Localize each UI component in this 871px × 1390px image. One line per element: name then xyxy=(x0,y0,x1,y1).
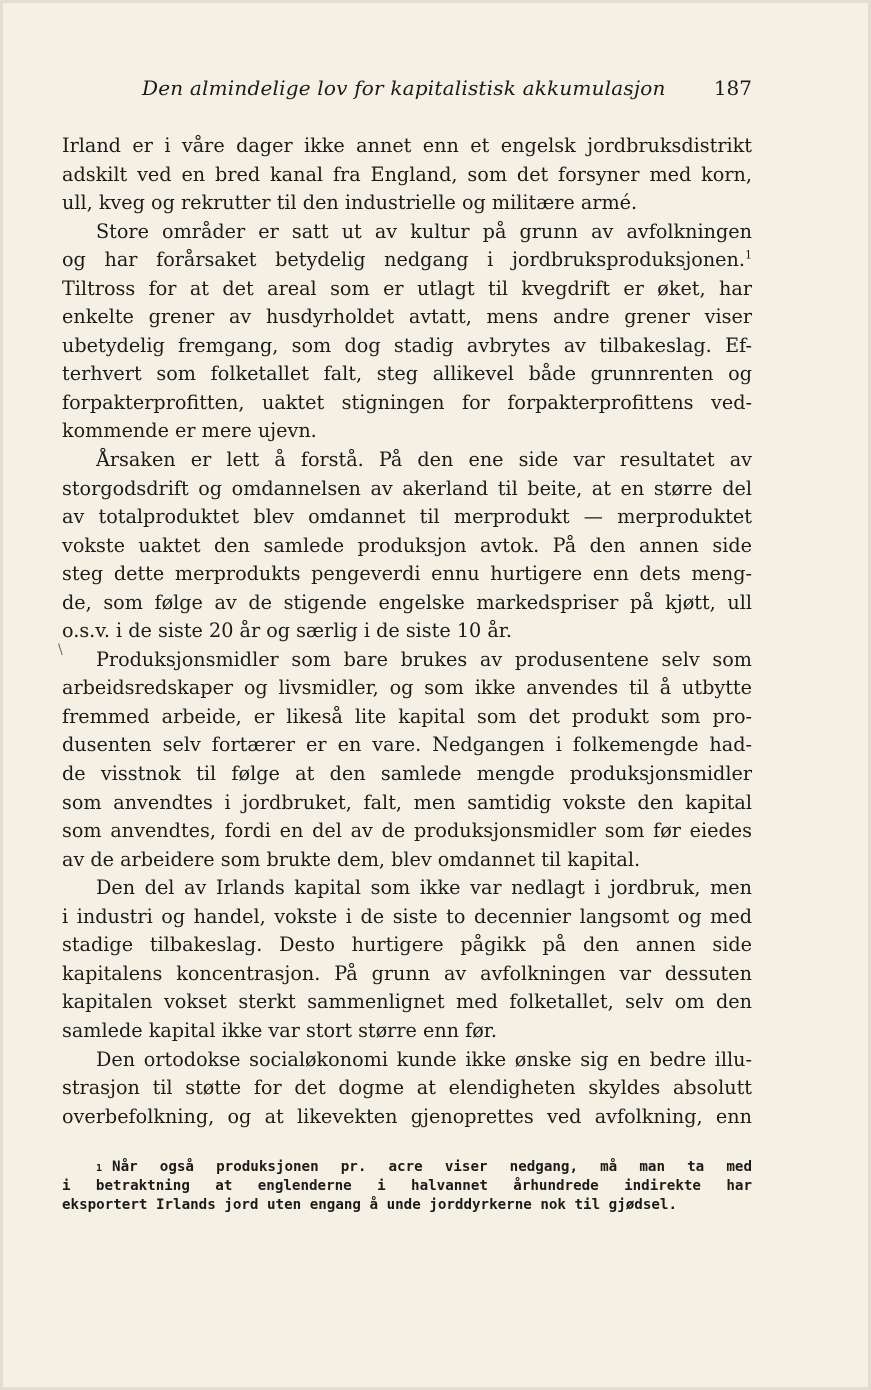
text-line: ubetydelig fremgang, som dog stadig avbrytes av tilbakeslag. Ef- xyxy=(62,333,752,357)
text-line: Produksjonsmidler som bare brukes av produsentene selv som xyxy=(96,647,752,671)
footnote xyxy=(62,1158,752,1215)
text-line: Den ortodokse socialøkonomi kunde ikke ønske sig en bedre illu- xyxy=(96,1047,752,1071)
footnote-line xyxy=(62,1158,752,1177)
text-line: storgodsdrift og omdannelsen av akerland til beite, at en større del xyxy=(62,476,752,500)
text-line: kommende er mere ujevn. xyxy=(62,419,317,443)
text-line: de, som følge av de stigende engelske markedspriser på kjøtt, ull xyxy=(62,590,752,614)
text-line: kapitalen vokset sterkt sammenlignet med folketallet, selv om den xyxy=(62,990,752,1014)
text-line: o.s.v. i de siste 20 år og særlig i de siste 10 år. xyxy=(62,619,512,643)
text-line: forpakterprofitten, uaktet stigningen for forpakterprofittens ved- xyxy=(62,390,752,414)
text-line: av de arbeidere som brukte dem, blev omdannet til kapital. xyxy=(62,847,641,871)
running-title: Den almindelige lov for kapitalistisk akkumulasjon xyxy=(142,76,666,100)
footnote-line: eksportert Irlands jord uten engang å unde jorddyrkerne nok til gjødsel. xyxy=(62,1197,677,1213)
text-line: dusenten selv fortærer er en vare. Nedgangen i folkemengde had- xyxy=(62,733,752,757)
margin-mark: \ xyxy=(58,642,63,658)
footnote-reference: 1 xyxy=(745,248,752,262)
text-line: arbeidsredskaper og livsmidler, og som ikke anvendes til å utbytte xyxy=(62,676,752,700)
text-line: av totalproduktet blev omdannet til merprodukt — merproduktet xyxy=(62,505,752,529)
text-segment: og har forårsaket betydelig nedgang i jordbruksproduksjonen. xyxy=(62,248,745,272)
text-line: som anvendtes, fordi en del av de produksjonsmidler som før eiedes xyxy=(62,819,752,843)
body-text xyxy=(62,132,752,1131)
text-line: adskilt ved en bred kanal fra England, som det forsyner med korn, xyxy=(62,162,752,186)
text-line: Tiltross for at det areal som er utlagt til kvegdrift er øket, har xyxy=(62,276,752,300)
footnote-text: Når også produksjonen pr. acre viser nedgang, må man ta med xyxy=(112,1159,752,1175)
text-line: Den del av Irlands kapital som ikke var nedlagt i jordbruk, men xyxy=(96,876,752,900)
footnote-line: i betraktning at englenderne i halvannet århundrede indirekte har xyxy=(62,1178,752,1194)
text-line: enkelte grener av husdyrholdet avtatt, mens andre grener viser xyxy=(62,305,752,329)
text-line-with-footnote xyxy=(62,246,752,275)
text-line: som anvendtes i jordbruket, falt, men samtidig vokste den kapital xyxy=(62,790,752,814)
text-line: terhvert som folketallet falt, steg allikevel både grunnrenten og xyxy=(62,362,752,386)
text-line: i industri og handel, vokste i de siste to decennier langsomt og med xyxy=(62,904,752,928)
text-line: strasjon til støtte for det dogme at elendigheten skyldes absolutt xyxy=(62,1076,752,1100)
text-line: steg dette merprodukts pengeverdi ennu hurtigere enn dets meng- xyxy=(62,562,752,586)
text-line: samlede kapital ikke var stort større enn før. xyxy=(62,1018,497,1042)
running-head xyxy=(62,76,752,106)
text-line: vokste uaktet den samlede produksjon avtok. På den annen side xyxy=(62,533,752,557)
text-line: Årsaken er lett å forstå. På den ene side var resultatet av xyxy=(96,448,752,472)
text-line: fremmed arbeide, er likeså lite kapital som det produkt som pro- xyxy=(62,704,752,728)
text-line: Store områder er satt ut av kultur på grunn av avfolkningen xyxy=(96,219,752,243)
text-line: Irland er i våre dager ikke annet enn et engelsk jordbruksdistrikt xyxy=(62,134,752,157)
page-number: 187 xyxy=(713,76,752,100)
text-line: de visstnok til følge at den samlede mengde produksjonsmidler xyxy=(62,762,752,786)
text-line: ull, kveg og rekrutter til den industrielle og militære armé. xyxy=(62,191,638,215)
text-line: overbefolkning, og at likevekten gjenoprettes ved avfolkning, enn xyxy=(62,1104,752,1128)
footnote-marker: 1 xyxy=(96,1163,103,1174)
text-line: stadige tilbakeslag. Desto hurtigere pågikk på den annen side xyxy=(62,933,752,957)
text-line: kapitalens koncentrasjon. På grunn av avfolkningen var dessuten xyxy=(62,961,752,985)
